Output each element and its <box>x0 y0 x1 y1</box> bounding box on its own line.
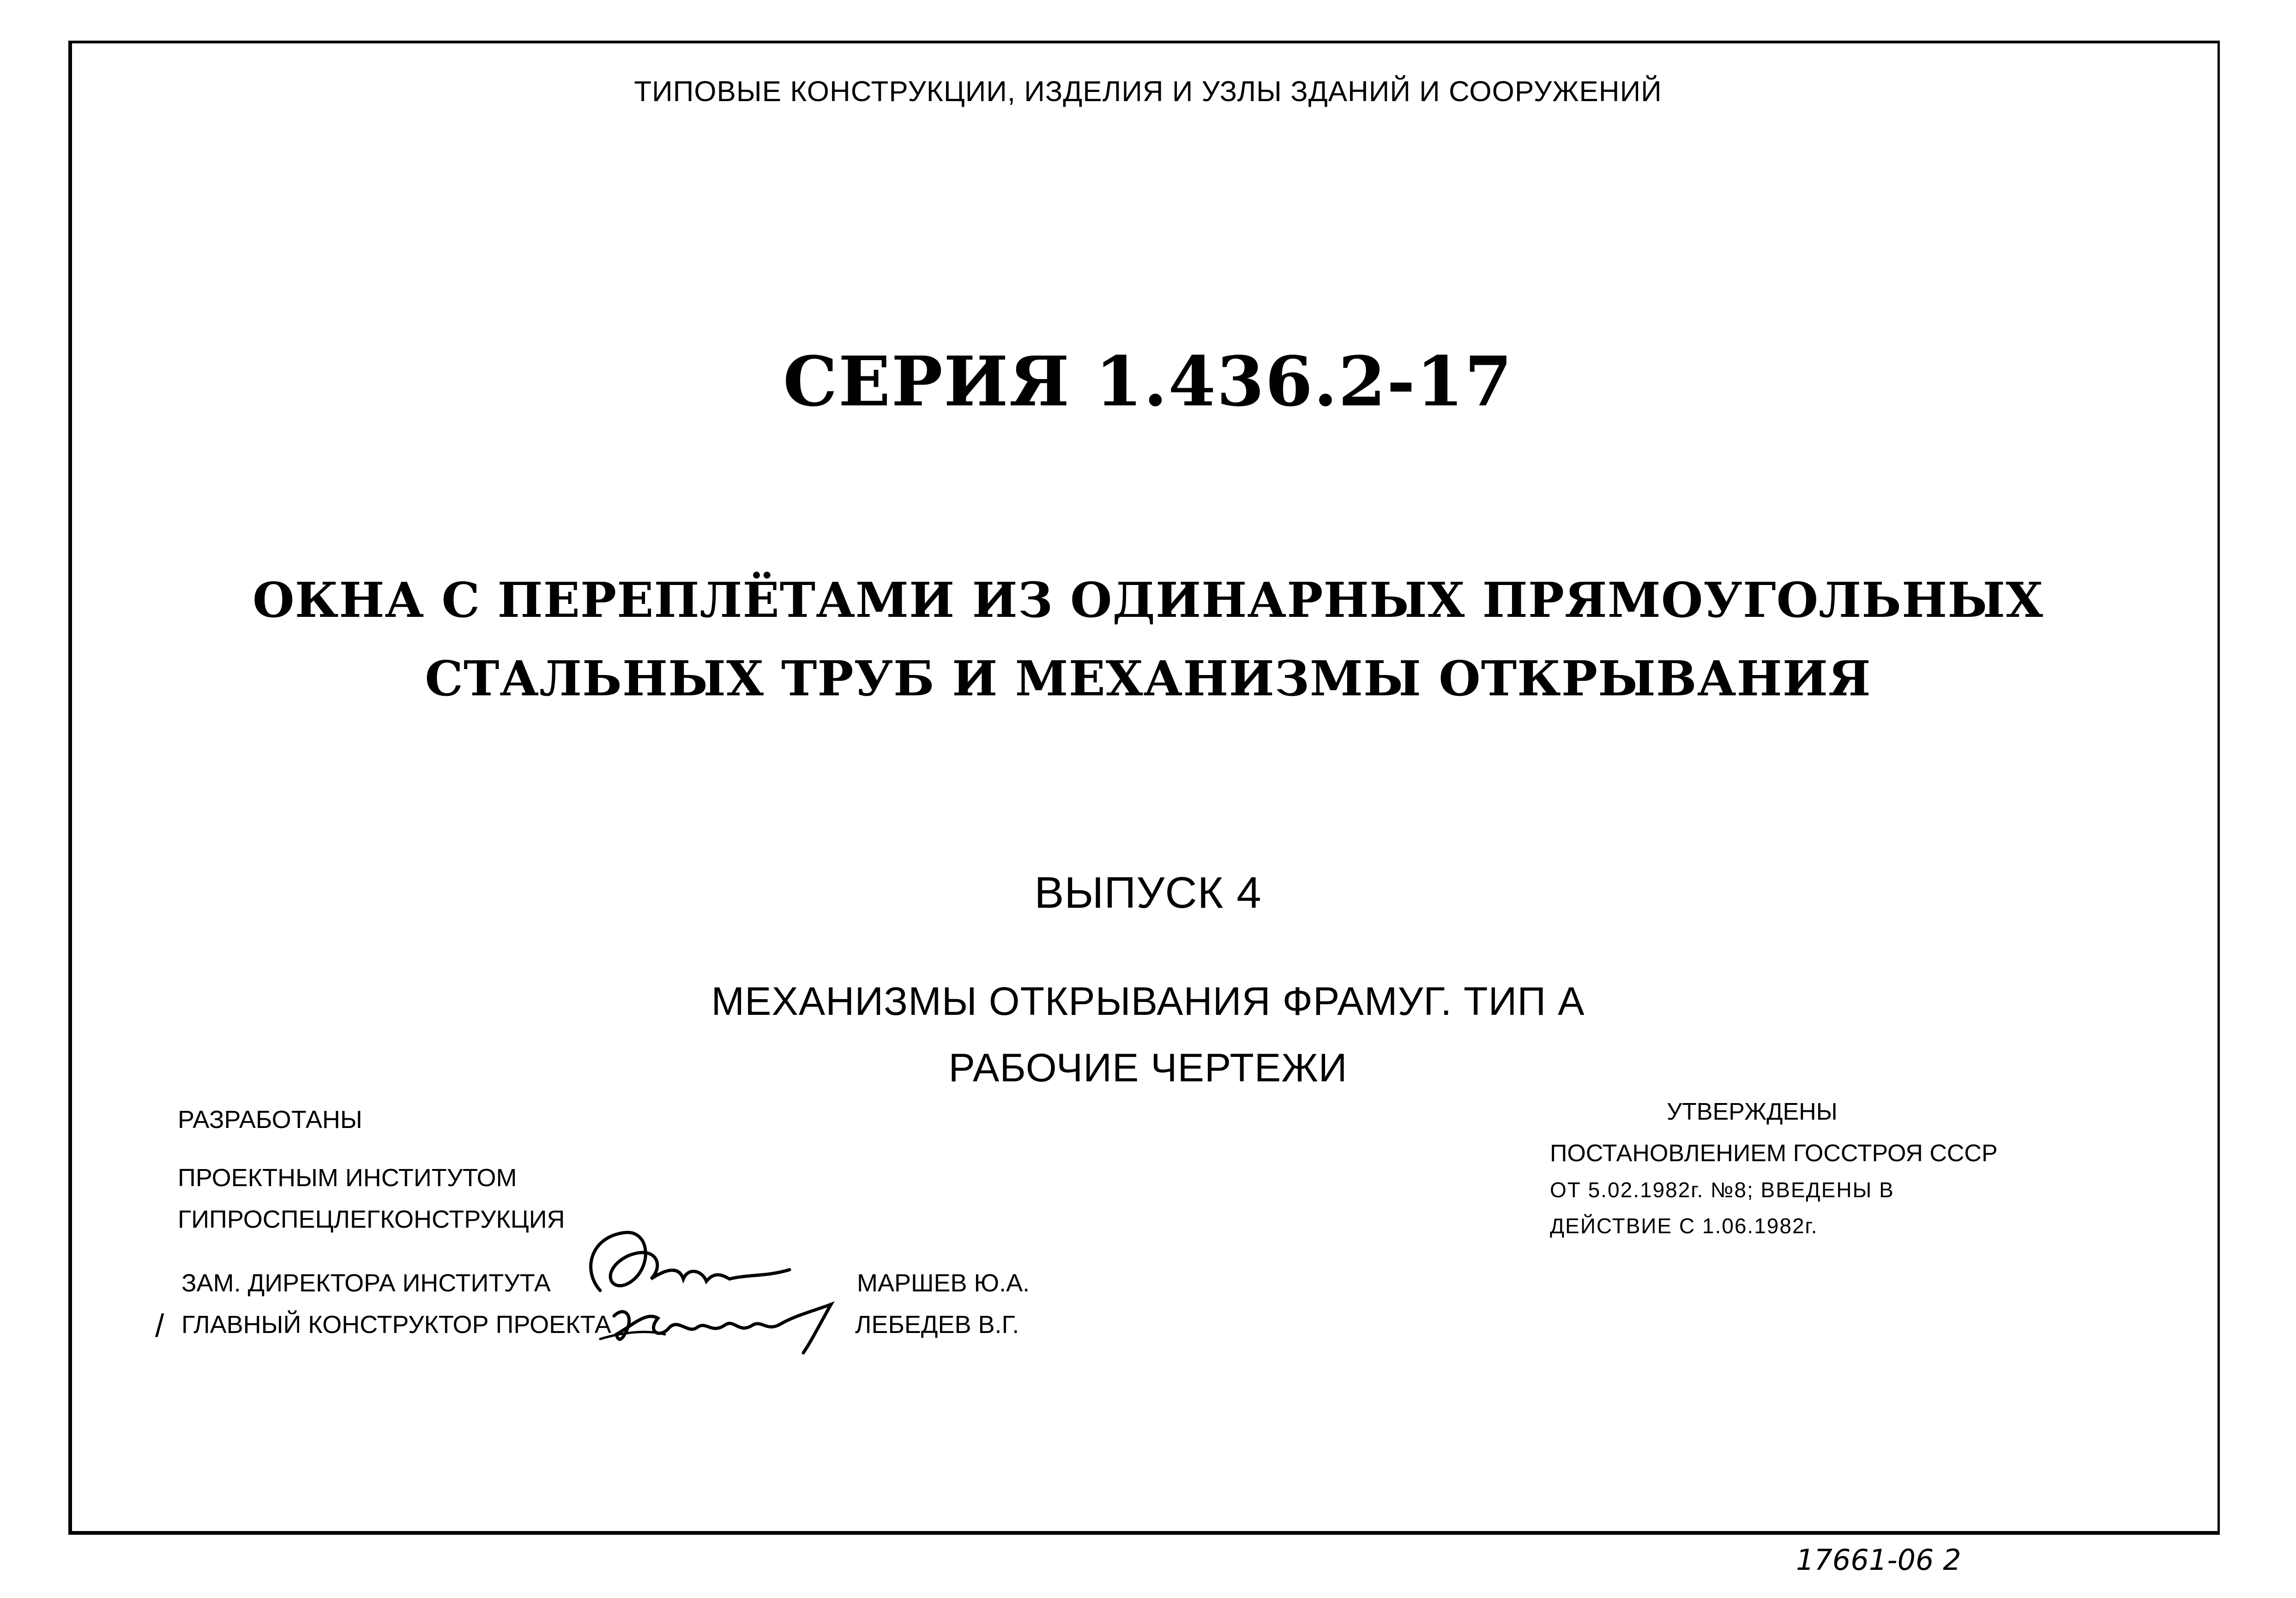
main-title-line-2: СТАЛЬНЫХ ТРУБ И МЕХАНИЗМЫ ОТКРЫВАНИЯ <box>425 650 1871 707</box>
approved-line-3: ДЕЙСТВИЕ С 1.06.1982г. <box>1550 1214 1818 1238</box>
name-lebedev: ЛЕБЕДЕВ В.Г. <box>855 1311 1019 1339</box>
signatures-image <box>572 1200 868 1367</box>
main-title-line-1: ОКНА С ПЕРЕПЛЁТАМИ ИЗ ОДИНАРНЫХ ПРЯМОУГОЛЬНЫХ <box>253 572 2043 628</box>
slash-mark: / <box>155 1308 164 1344</box>
developed-label: РАЗРАБОТАНЫ <box>178 1106 362 1134</box>
role-chief-designer: ГЛАВНЫЙ КОНСТРУКТОР ПРОЕКТА <box>181 1311 611 1339</box>
approved-label: УТВЕРЖДЕНЫ <box>1667 1098 1838 1125</box>
developed-by-line-1: ПРОЕКТНЫМ ИНСТИТУТОМ <box>178 1164 517 1192</box>
series-title: СЕРИЯ 1.436.2-17 <box>783 341 1513 422</box>
header-text: ТИПОВЫЕ КОНСТРУКЦИИ, ИЗДЕЛИЯ И УЗЛЫ ЗДАНИЙ И СООРУЖЕНИЙ <box>634 76 1662 108</box>
role-deputy-director: ЗАМ. ДИРЕКТОРА ИНСТИТУТА <box>181 1269 551 1297</box>
approved-line-2: ОТ 5.02.1982г. №8; ВВЕДЕНЫ В <box>1550 1178 1894 1202</box>
developed-by-line-2: ГИПРОСПЕЦЛЕГКОНСТРУКЦИЯ <box>178 1206 565 1233</box>
approved-line-1: ПОСТАНОВЛЕНИЕМ ГОССТРОЯ СССР <box>1550 1140 1998 1167</box>
subtitle-line-2: РАБОЧИЕ ЧЕРТЕЖИ <box>948 1046 1348 1090</box>
document-number: 17661-06 2 <box>1796 1543 1961 1577</box>
name-marshev: МАРШЕВ Ю.А. <box>857 1269 1030 1297</box>
subtitle-line-1: МЕХАНИЗМЫ ОТКРЫВАНИЯ ФРАМУГ. ТИП А <box>711 979 1585 1024</box>
issue-number: ВЫПУСК 4 <box>1034 868 1262 917</box>
